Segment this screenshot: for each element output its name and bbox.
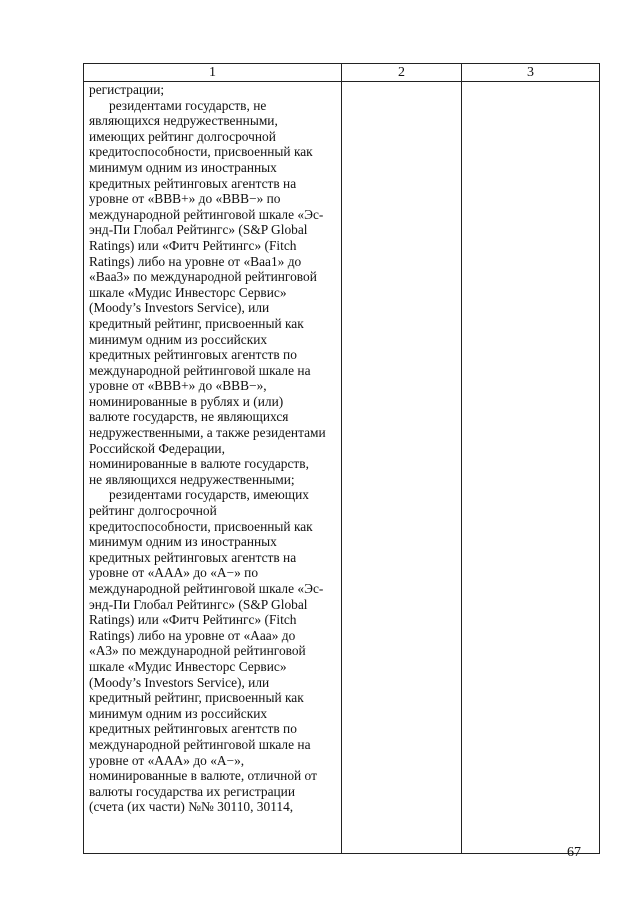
text-line: номинированные в валюте государств, [89,456,309,472]
text-line: являющихся недружественными, [89,113,278,129]
column-3-cell [462,82,600,854]
text-line: Ratings) или «Фитч Рейтингс» (Fitch [89,612,297,628]
text-line: минимум одним из российских [89,331,268,347]
column-1-text [84,82,341,815]
text-line: недружественными, а также резидентами [89,425,326,441]
text-line: кредитоспособности, присвоенный как [89,518,313,534]
text-line: международной рейтинговой шкале на [89,362,311,378]
text-line: регистрации; [89,82,165,97]
text-line: не являющихся недружественными; [89,471,295,487]
text-line: кредитных рейтинговых агентств по [89,721,297,737]
column-1-cell [84,82,342,854]
table-header-row [84,64,600,82]
column-header-2: 2 [342,64,462,82]
document-table [83,63,600,854]
text-line: энд-Пи Глобал Рейтингс» (S&P Global [89,222,308,238]
text-line: валюты государства их регистрации [89,783,296,799]
table-body-row [84,82,600,854]
text-line: номинированные в валюте, отличной от [89,768,317,784]
text-line: (Moody’s Investors Service), или [89,674,270,690]
text-line: международной рейтинговой шкале «Эс- [89,581,324,596]
text-line: Ratings) либо на уровне от «Baa1» до [89,253,302,269]
text-line: кредитный рейтинг, присвоенный как [89,315,304,331]
text-line: (счета (их части) №№ 30110, 30114, [89,799,294,815]
text-line: кредитных рейтинговых агентств на [89,549,297,565]
text-line: уровне от «AAA» до «A−» по [89,565,259,581]
text-line: резидентами государств, не [109,97,267,113]
text-line: валюте государств, не являющихся [89,409,289,425]
text-line: энд-Пи Глобал Рейтингс» (S&P Global [89,596,308,612]
text-line: международной рейтинговой шкале на [89,736,311,752]
text-line: (Moody’s Investors Service), или [89,300,270,316]
text-line: кредитоспособности, присвоенный как [89,144,313,160]
text-line: «Baa3» по международной рейтинговой [89,269,317,285]
text-line: резидентами государств, имеющих [109,487,309,503]
text-line: кредитный рейтинг, присвоенный как [89,690,304,706]
column-header-3: 3 [462,64,600,82]
text-line: уровне от «AAA» до «A−», [89,752,245,768]
text-line: Ratings) или «Фитч Рейтингс» (Fitch [89,237,297,253]
text-line: кредитных рейтинговых агентств на [89,175,297,191]
text-line: номинированные в рублях и (или) [89,393,284,409]
text-line: Российской Федерации, [89,440,225,456]
text-line: рейтинг долгосрочной [89,503,217,519]
text-line: минимум одним из иностранных [89,159,277,175]
column-header-1: 1 [84,64,342,82]
text-line: шкале «Мудис Инвесторс Сервис» [89,658,287,674]
text-line: минимум одним из иностранных [89,534,277,550]
text-line: уровне от «BBB+» до «BBB−», [89,378,267,394]
text-line: международной рейтинговой шкале «Эс- [89,206,324,222]
text-line: Ratings) либо на уровне от «Aaa» до [89,627,296,643]
text-line: «A3» по международной рейтинговой [89,643,306,659]
text-line: имеющих рейтинг долгосрочной [89,128,276,144]
page-number: 67 [567,845,581,860]
column-2-cell [342,82,462,854]
text-line: шкале «Мудис Инвесторс Сервис» [89,284,287,300]
text-line: уровне от «BBB+» до «BBB−» по [89,191,281,207]
text-line: кредитных рейтинговых агентств по [89,347,297,363]
text-line: минимум одним из российских [89,705,268,721]
